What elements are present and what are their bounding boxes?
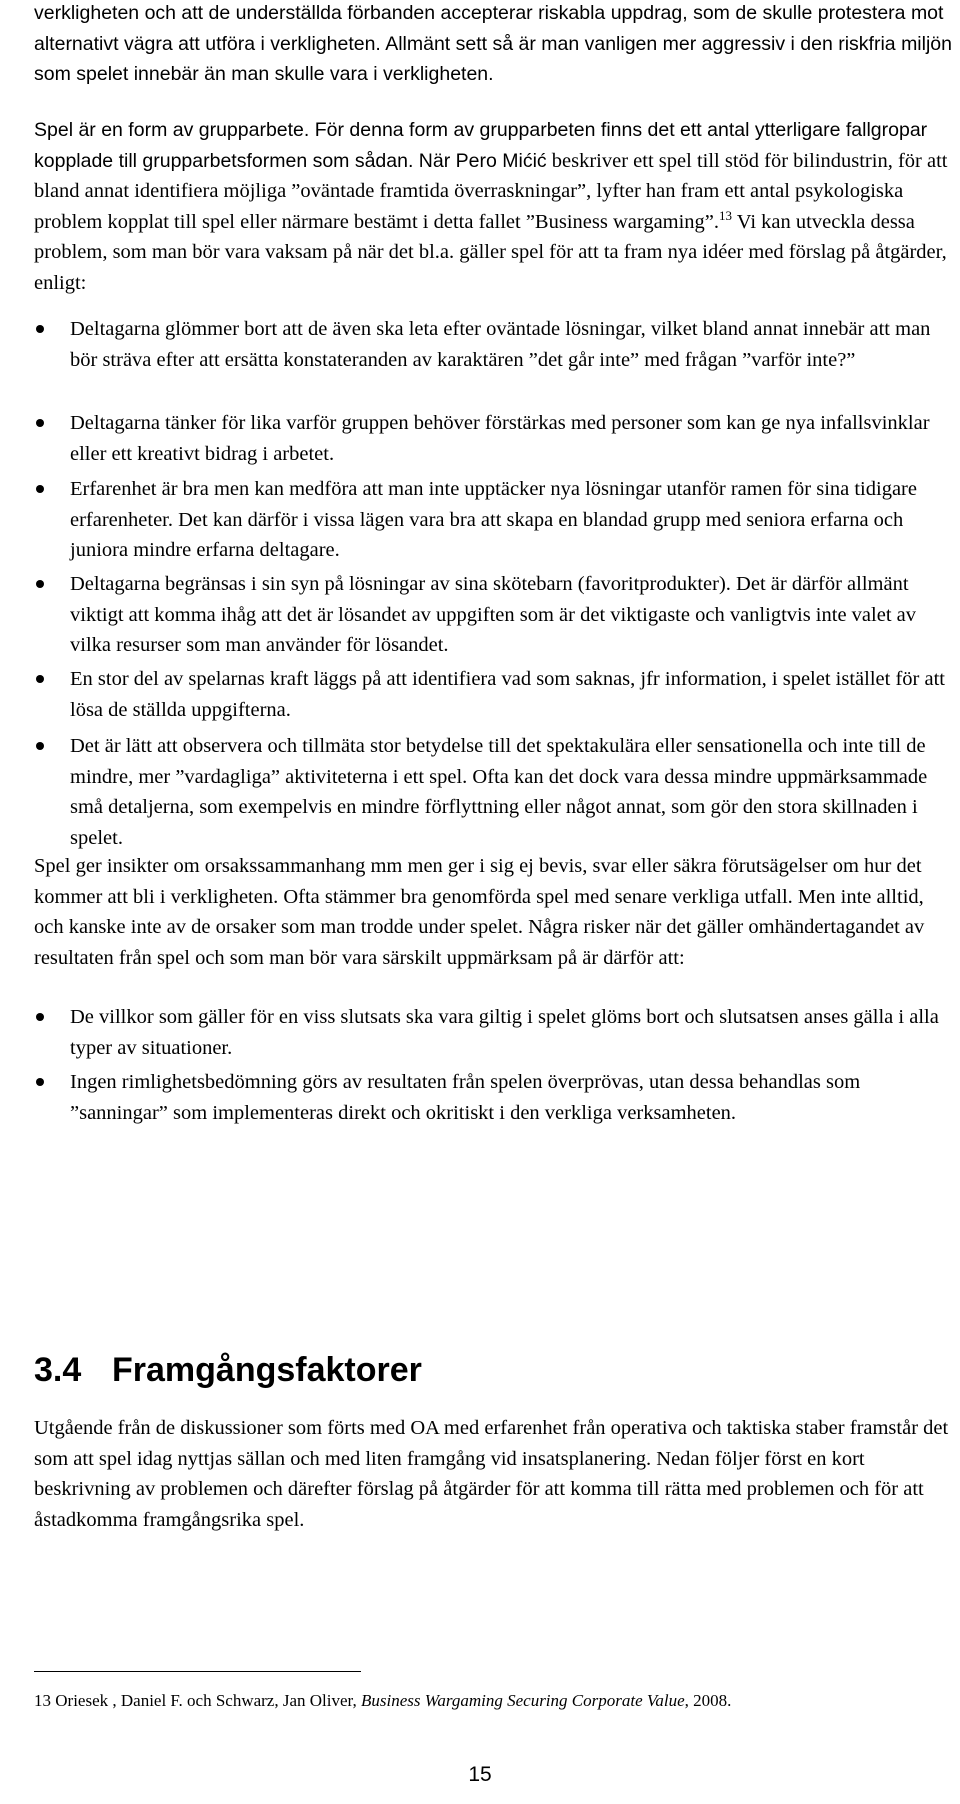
section-heading	[34, 1350, 422, 1390]
problem-item-text: Deltagarna begränsas i sin syn på lösningar av sina skötebarn (favoritprodukter). Det är därför allmänt viktigt att komma ihåg att det är lösandet av uppgiften som är det viktigaste och vanligtvis inte valet av vilka resurser som man använder för lösandet.	[70, 573, 916, 657]
risk-item-text: De villkor som gäller för en viss slutsats ska vara giltig i spelet glöms bort och slutsatsen anses gälla i alla typer av situationer.	[70, 1006, 939, 1059]
footnote-13	[34, 1690, 731, 1712]
bullet-icon	[36, 419, 44, 427]
footnote-separator	[34, 1671, 361, 1672]
bullet-icon	[36, 675, 44, 683]
section-title: Framgångsfaktorer	[112, 1351, 422, 1389]
footnote-number: 13	[34, 1691, 51, 1710]
bullet-icon	[36, 485, 44, 493]
paragraph-success-factors: Utgående från de diskussioner som förts med OA med erfarenhet från operativa och taktiska staber framstår det som att spel idag nyttjas sällan och med liten framgång vid insatsplanering. Nedan följer först en kort beskrivning av problemen och därefter förslag på åtgärder för att komma till rätta med problemen och för att åstadkomma framgångsrika spel.	[34, 1417, 949, 1531]
paragraph-intro: verkligheten och att de underställda förbanden accepterar riskabla uppdrag, som de skulle protestera mot alternativt vägra att utföra i verkligheten. Allmänt sett så är man vanligen mer aggressiv i den riskfria miljön som spelet innebär än man skulle vara i verkligheten.	[34, 2, 952, 86]
problem-item-text: Deltagarna tänker för lika varför gruppen behöver förstärkas med personer som kan ge nya infallsvinklar eller ett kreativt bidrag i arbetet.	[70, 412, 930, 465]
footnote-year: , 2008.	[684, 1691, 732, 1710]
paragraph-group-work-part1: Spel är en form av grupparbete. För denna form av grupparbeten finns det ett antal ytterligare fallgropar kopplade till grupparbetsformen som sådan. När Pero Mićić	[34, 119, 928, 172]
bullet-icon	[36, 742, 44, 750]
paragraph-group-work-part3: Vi kan utveckla dessa problem, som man bör vara vaksam på när det bl.a. gäller spel för att ta fram nya idéer med förslag på åtgärder, enligt:	[34, 210, 947, 294]
problem-item-text: Erfarenhet är bra men kan medföra att man inte upptäcker nya lösningar utanför ramen för sina tidigare erfarenheter. Det kan därför i vissa lägen vara bra att skapa en blandad grupp med seniora erfarna och juniora mindre erfarna deltagare.	[70, 478, 917, 562]
bullet-icon	[36, 1013, 44, 1021]
bullet-icon	[36, 325, 44, 333]
problem-item-text: Det är lätt att observera och tillmäta stor betydelse till det spektakulära eller sensationella och inte till de mindre, mer ”vardagliga” aktiviteterna i ett spel. Ofta kan det dock vara dessa mindre uppmärksammade små detaljerna, som exempelvis en mindre förflyttning eller något annat, som gör den stora skillnaden i spelet.	[70, 735, 928, 849]
paragraph-group-work-part2: beskriver ett spel till stöd för bilindustrin, för att bland annat identifiera möjliga ”oväntade framtida överraskningar”, lyfter han fram ett antal psykologiska problem kopplat till spel eller närmare bestämt i detta fallet ”Business wargaming”.	[34, 149, 948, 233]
section-number: 3.4	[34, 1351, 82, 1389]
problem-item-text: Deltagarna glömmer bort att de även ska leta efter oväntade lösningar, vilket bland annat innebär att man bör sträva efter att ersätta konstateranden av karaktären ”det går inte” med frågan ”varför inte?”	[70, 318, 931, 371]
problem-item-text: En stor del av spelarnas kraft läggs på att identifiera vad som saknas, jfr information, i spelet istället för att lösa de ställda uppgifterna.	[70, 668, 945, 721]
bullet-icon	[36, 1078, 44, 1086]
page-number: 15	[468, 1763, 492, 1786]
paragraph-insights: Spel ger insikter om orsakssammanhang mm men ger i sig ej bevis, svar eller säkra förutsägelser om hur det kommer att bli i verkligheten. Ofta stämmer bra genomförda spel med senare verkliga utfall. Men inte alltid, och kanske inte av de orsaker som man trodde under spelet. Några risker när det gäller omhändertagandet av resultaten från spel och som man bör vara särskilt uppmärksam på är därför att:	[34, 855, 925, 969]
footnote-reference-13[interactable]: 13	[719, 207, 733, 223]
footnote-authors: Oriesek , Daniel F. och Schwarz, Jan Oliver,	[51, 1691, 362, 1710]
footnote-title: Business Wargaming Securing Corporate Value	[361, 1691, 685, 1710]
bullet-icon	[36, 580, 44, 588]
paragraph-group-work	[34, 115, 954, 299]
risk-item-text: Ingen rimlighetsbedömning görs av resultaten från spelen överprövas, utan dessa behandlas som ”sanningar” som implementeras direkt och okritiskt i den verkliga verksamheten.	[70, 1071, 861, 1124]
